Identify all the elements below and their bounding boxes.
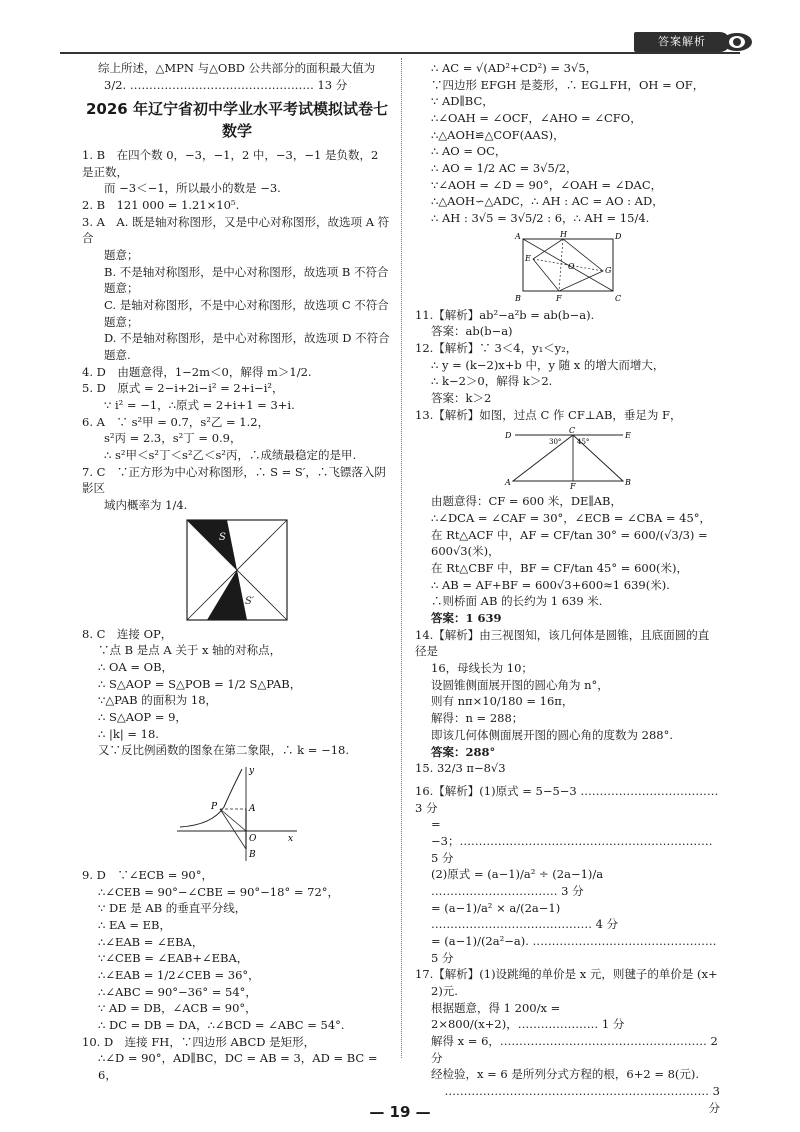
- answer-line: ∵点 B 是点 A 关于 x 轴的对称点，: [98, 643, 282, 658]
- page-number: — 19 —: [369, 1103, 431, 1121]
- answer-line: ∴ y = (k−2)x+b 中，y 随 x 的增大而增大，: [431, 357, 665, 372]
- answer-line: (2)原式 = (a−1)/a² ÷ (2a−1)/a …………………………… 3 分: [431, 867, 607, 898]
- answer-line: ∴ |k| = 18.: [98, 726, 159, 741]
- answer-line: 11.【解析】ab²−a²b = ab(b−a).: [415, 307, 595, 322]
- answer-line: 解得 x = 6，……………………………………………… 2 分: [431, 1033, 722, 1065]
- answer-line: 15. 32/3 π−8√3: [415, 761, 506, 776]
- answer-line: 设圆锥侧面展开图的圆心角为 n°，: [431, 677, 609, 692]
- answer-line: 经检验，x = 6 是所列分式方程的根，6+2 = 8(元).: [431, 1067, 700, 1082]
- answer-line: 1. B 在四个数 0，−3，−1，2 中，−3，−1 是负数，2 是正数，: [82, 147, 382, 179]
- answer-line: 8. C 连接 OP，: [82, 626, 173, 641]
- answer-line: ∴∠DCA = ∠CAF = 30°，∠ECB = ∠CBA = 45°，: [431, 511, 712, 526]
- fig7-label-s-prime: S′: [245, 595, 255, 607]
- figure-q10-rectangle: [513, 231, 623, 303]
- answer-line: 17.【解析】(1)设跳绳的单价是 x 元，则毽子的单价是 (x+: [415, 967, 718, 982]
- answer-line: 解得：n = 288；: [431, 711, 524, 726]
- answer-line: 在 Rt△ACF 中，AF = CF/tan 30° = 600/(√3/3) = 600√3(米)，: [431, 527, 712, 559]
- fig13-label-f: F: [569, 482, 576, 490]
- answer-line: ∵ DE 是 AB 的垂直平分线，: [98, 901, 247, 916]
- right-column: [415, 60, 724, 1116]
- paper-title: 2026 年辽宁省初中学业水平考试模拟试卷七: [86, 100, 388, 119]
- answer-line: 12.【解析】∵ 3＜4，y₁＜y₂，: [415, 341, 578, 356]
- fig10-label-d: D: [614, 231, 621, 241]
- answer-line: 6. A ∵ s²甲 = 0.7，s²乙 = 1.2，: [82, 414, 270, 429]
- answer-line: ∴∠EAB = 1/2∠CEB = 36°，: [98, 968, 260, 983]
- answer-10-cont: [415, 60, 720, 227]
- fig10-label-h: H: [559, 230, 567, 239]
- fig13-label-b: B: [624, 478, 631, 488]
- answer-line: ∴ OA = OB，: [98, 659, 174, 674]
- answer-line: 题意；: [104, 281, 139, 296]
- answer-line: ∴ AO = OC，: [431, 144, 507, 159]
- answer-line: 16.【解析】(1)原式 = 5−5−3 ……………………………… 3 分: [415, 783, 723, 815]
- answer-line: ∵△PAB 的面积为 18，: [98, 693, 218, 708]
- header-rule: [60, 52, 740, 54]
- fig10-label-e: E: [524, 253, 531, 263]
- answer-line: = (a−1)/(2a²−a). ………………………………………… 5 分: [431, 933, 721, 965]
- fig13-label-45: 45°: [576, 438, 589, 447]
- answer-line: ∵∠CEB = ∠EAB+∠EBA，: [98, 951, 249, 966]
- section-tab-label: 答案解析: [658, 35, 706, 48]
- answer-line: 2. B 121 000 = 1.21×10⁵.: [82, 197, 240, 212]
- intro-line-2: 3/2. ………………………………………… 13 分: [104, 77, 348, 92]
- answer-line: ∴ k−2＞0，解得 k＞2.: [431, 374, 553, 389]
- answers-9-10: [82, 867, 392, 1084]
- answer-line: ∴ EA = EB，: [98, 918, 171, 933]
- answer-line: = −3；………………………………………………………… 5 分: [431, 817, 717, 865]
- answer-line: 答案：ab(b−a): [431, 324, 513, 339]
- answer-line: ∴∠EAB = ∠EBA，: [98, 934, 204, 949]
- answers-13-17: [415, 493, 724, 1116]
- fig8-label-y: y: [249, 766, 255, 776]
- column-divider: [401, 58, 402, 1058]
- answer-line: …………………………………………………………… 3 分: [444, 1083, 724, 1115]
- answer-line: B. 不是轴对称图形，是中心对称图形，故选项 B 不符合: [104, 264, 389, 279]
- fig13-label-30: 30°: [548, 438, 561, 447]
- fig13-label-e: E: [624, 431, 631, 441]
- answer-line: ∴△AOH≌△COF(AAS)，: [431, 127, 565, 142]
- answer-line: 2)元.: [431, 983, 458, 998]
- fig8-label-p: P: [211, 802, 218, 812]
- answer-line: 域内概率为 1/4.: [104, 497, 188, 512]
- fig10-label-b: B: [514, 293, 521, 303]
- answer-line: 答案：1 639: [431, 611, 502, 626]
- answer-line: C. 是轴对称图形，不是中心对称图形，故选项 C 不符合: [104, 297, 389, 312]
- answer-line: 题意.: [104, 347, 131, 362]
- answers-1-7: [82, 147, 392, 514]
- answer-line: ∵∠AOH = ∠D = 90°，∠OAH = ∠DAC，: [431, 177, 663, 192]
- answer-line: ∴∠ABC = 90°−36° = 54°，: [98, 984, 257, 999]
- answer-8: [82, 626, 392, 759]
- answer-line: 4. D 由题意得，1−2m＜0，解得 m＞1/2.: [82, 364, 312, 379]
- paper-subject: 数学: [221, 122, 252, 141]
- answer-line: 3. A A. 既是轴对称图形，又是中心对称图形，故选项 A 符合: [82, 214, 390, 246]
- fig8-label-b: B: [249, 850, 256, 860]
- answer-line: ∴则桥面 AB 的长约为 1 639 米.: [431, 594, 603, 609]
- answer-line: ∴ S△AOP = S△POB = 1/2 S△PAB，: [98, 676, 302, 691]
- figure-q7-dartboard: [185, 518, 289, 622]
- answer-line: 即该几何体侧面展开图的圆心角的度数为 288°.: [431, 727, 674, 742]
- answer-line: ∵ i² = −1，∴原式 = 2+i+1 = 3+i.: [104, 397, 295, 412]
- answer-line: ∵ AD = DB，∠ACB = 90°，: [98, 1001, 257, 1016]
- answer-line: 根据题意，得 1 200/x = 2×800/(x+2)，………………… 1 分: [431, 1000, 625, 1032]
- answer-line: ∴ AO = 1/2 AC = 3√5/2，: [431, 161, 578, 176]
- fig13-label-d: D: [504, 431, 511, 441]
- answer-line: 答案：k＞2: [431, 391, 492, 406]
- answer-line: ∴ S△AOP = 9，: [98, 709, 187, 724]
- fig10-label-f: F: [555, 293, 562, 303]
- answer-line: 而 −3＜−1，所以最小的数是 −3.: [104, 181, 281, 196]
- fig10-label-c: C: [614, 293, 621, 303]
- fig13-label-c: C: [568, 427, 575, 436]
- answer-line: ∴ AH : 3√5 = 3√5/2 : 6，∴ AH = 15/4.: [431, 211, 650, 226]
- answer-line: 题意；: [104, 247, 139, 262]
- answer-line: 答案：288°: [431, 744, 496, 759]
- answer-line: 又∵反比例函数的图象在第二象限，∴ k = −18.: [98, 743, 349, 758]
- fig10-label-g: G: [604, 265, 611, 275]
- answer-line: ∴∠CEB = 90°−∠CBE = 90°−18° = 72°，: [98, 884, 340, 899]
- fig7-label-s: S: [219, 531, 226, 543]
- answer-line: ∵四边形 EFGH 是菱形，∴ EG⊥FH，OH = OF，: [431, 77, 705, 92]
- answer-line: 则有 nπ×10/180 = 16π，: [431, 694, 574, 709]
- answer-line: = (a−1)/a² × a/(2a−1) …………………………………… 4 分: [431, 900, 619, 932]
- answer-line: 10. D 连接 FH，∵四边形 ABCD 是矩形，: [82, 1034, 316, 1049]
- answer-line: ∴ s²甲＜s²丁＜s²乙＜s²丙，∴成绩最稳定的是甲.: [104, 447, 357, 462]
- answer-line: 5. D 原式 = 2−i+2i−i² = 2+i−i²，: [82, 381, 284, 396]
- answer-line: 16，母线长为 10；: [431, 661, 533, 676]
- answer-line: 由题意得：CF = 600 米，DE∥AB，: [431, 494, 623, 509]
- answer-line: 在 Rt△CBF 中，BF = CF/tan 45° = 600(米)，: [431, 561, 688, 576]
- section-tab: [634, 32, 730, 52]
- answer-line: ∴∠D = 90°，AD∥BC，DC = AB = 3，AD = BC = 6，: [98, 1051, 382, 1083]
- intro-line-1: 综上所述，△MPN 与△OBD 公共部分的面积最大值为: [98, 61, 376, 75]
- answer-line: D. 不是轴对称图形，是中心对称图形，故选项 D 不符合: [104, 331, 390, 346]
- figure-q8-graph: [172, 763, 302, 863]
- answer-line: ∴△AOH∽△ADC，∴ AH : AC = AO : AD，: [431, 194, 664, 209]
- figure-q13-bridge: [503, 427, 633, 489]
- answers-11-13: [415, 307, 720, 424]
- answer-line: ∴∠OAH = ∠OCF，∠AHO = ∠CFO，: [431, 111, 642, 126]
- fig8-label-a: A: [249, 804, 256, 814]
- fig8-label-x: x: [288, 834, 294, 844]
- left-column: [82, 60, 392, 1084]
- fig10-label-o: O: [567, 261, 575, 271]
- answer-line: ∴ DC = DB = DA，∴∠BCD = ∠ABC = 54°.: [98, 1018, 345, 1033]
- answer-line: ∴ AB = AF+BF = 600√3+600≈1 639(米).: [431, 577, 670, 592]
- answer-line: 14.【解析】由三视图知，该几何体是圆锥，且底面圆的直径是: [415, 627, 710, 659]
- answer-line: 9. D ∵∠ECB = 90°，: [82, 868, 213, 882]
- answer-line: 7. C ∵正方形为中心对称图形，∴ S = S′，∴飞镖落入阴影区: [82, 464, 386, 496]
- fig10-label-a: A: [514, 231, 521, 241]
- answer-line: s²丙 = 2.3，s²丁 = 0.9，: [104, 431, 242, 446]
- fig8-label-o: O: [249, 834, 257, 844]
- fig13-label-a: A: [504, 478, 511, 488]
- answer-line: ∴ AC = √(AD²+CD²) = 3√5，: [431, 61, 598, 75]
- answer-line: ∵ AD∥BC，: [431, 94, 494, 109]
- answer-line: 题意；: [104, 314, 139, 329]
- answer-line: 13.【解析】如图，过点 C 作 CF⊥AB，垂足为 F，: [415, 407, 682, 422]
